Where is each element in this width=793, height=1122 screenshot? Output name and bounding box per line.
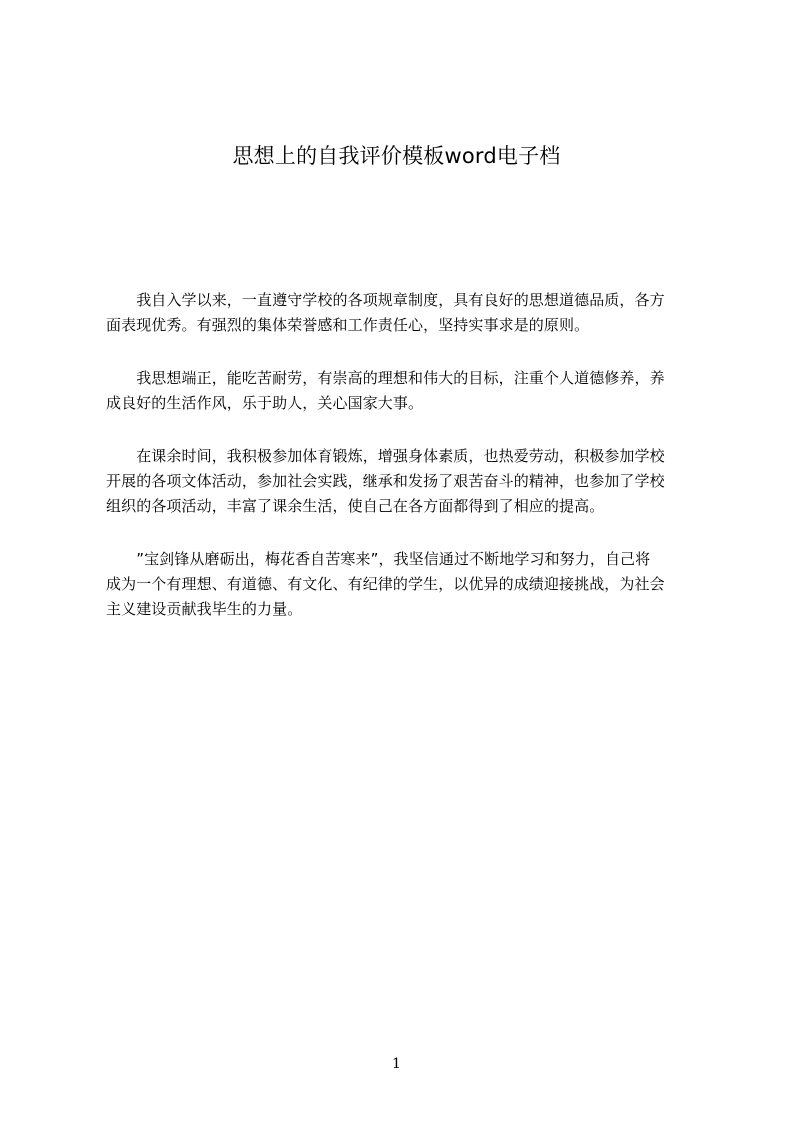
paragraph-4 <box>106 547 702 622</box>
page-number: 1 <box>392 1056 401 1072</box>
paragraph-1 <box>106 288 702 338</box>
paragraph-line: 成良好的生活作风，乐于助人，关心国家大事。 <box>106 394 424 412</box>
paragraph-line: 主义建设贡献我毕生的力量。 <box>106 600 303 618</box>
paragraph-2 <box>106 366 702 416</box>
paragraph-line: 我自入学以来，一直遵守学校的各项规章制度，具有良好的思想道德品质，各方 <box>106 291 665 309</box>
paragraph-line: 我思想端正，能吃苦耐劳，有崇高的理想和伟大的目标，注重个人道德修养，养 <box>106 369 665 387</box>
paragraph-line: ”宝剑锋从磨砺出，梅花香自苦寒来”，我坚信通过不断地学习和努力，自己将 <box>106 550 651 568</box>
paragraph-line: 开展的各项文体活动，参加社会实践，继承和发扬了艰苦奋斗的精神，也参加了学校 <box>106 472 665 490</box>
paragraph-line: 成为一个有理想、有道德、有文化、有纪律的学生，以优异的成绩迎接挑战，为社会 <box>106 575 665 593</box>
paragraph-3 <box>106 444 702 519</box>
document-body <box>106 288 702 650</box>
paragraph-line: 组织的各项活动，丰富了课余生活，使自己在各方面都得到了相应的提高。 <box>106 497 605 515</box>
paragraph-line: 面表现优秀。有强烈的集体荣誉感和工作责任心，坚持实事求是的原则。 <box>106 316 590 334</box>
paragraph-line: 在课余时间，我积极参加体育锻炼，增强身体素质，也热爱劳动，积极参加学校 <box>106 447 665 465</box>
document-title: 思想上的自我评价模板word电子档 <box>232 144 561 168</box>
